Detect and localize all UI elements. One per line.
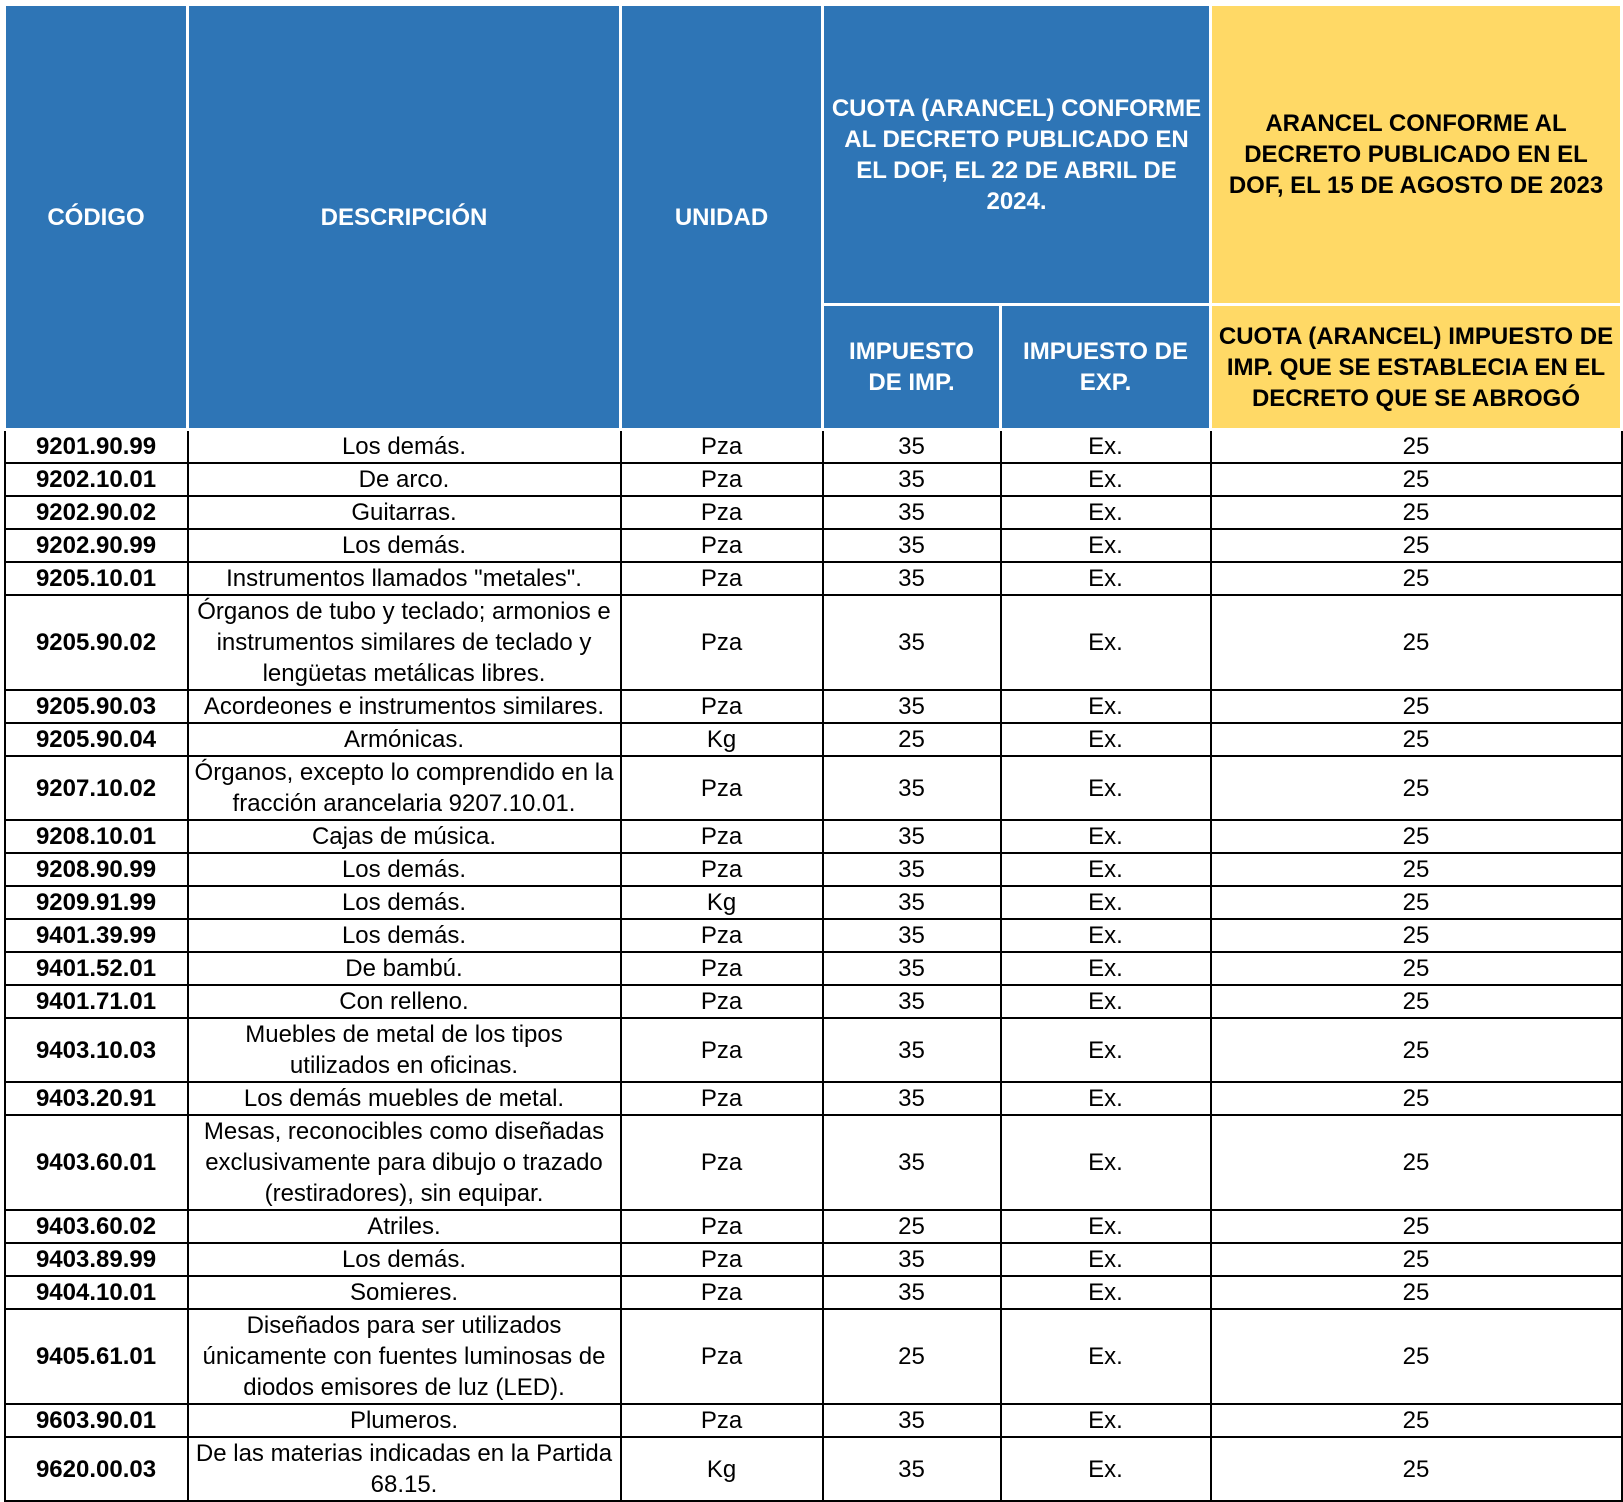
cell-impuesto-imp: 25: [823, 1210, 1001, 1243]
cell-impuesto-exp: Ex.: [1001, 756, 1211, 820]
header-cuota-2024: CUOTA (ARANCEL) CONFORME AL DECRETO PUBLICADO EN EL DOF, EL 22 DE ABRIL DE 2024.: [823, 5, 1211, 305]
cell-impuesto-imp: 35: [823, 985, 1001, 1018]
cell-descripcion: Los demás.: [188, 1243, 621, 1276]
cell-unidad: Pza: [621, 919, 823, 952]
table-row: [5, 690, 1622, 723]
cell-unidad: Pza: [621, 1243, 823, 1276]
cell-descripcion: Plumeros.: [188, 1404, 621, 1437]
cell-cuota-anterior: 25: [1211, 496, 1622, 529]
cell-unidad: Kg: [621, 886, 823, 919]
cell-descripcion: Atriles.: [188, 1210, 621, 1243]
table-row: [5, 430, 1622, 464]
cell-descripcion: Acordeones e instrumentos similares.: [188, 690, 621, 723]
cell-impuesto-imp: 35: [823, 1115, 1001, 1210]
cell-cuota-anterior: 25: [1211, 919, 1622, 952]
cell-descripcion: Mesas, reconocibles como diseñadas exclusivamente para dibujo o trazado (restiradores), sin equipar.: [188, 1115, 621, 1210]
cell-impuesto-exp: Ex.: [1001, 562, 1211, 595]
cell-impuesto-exp: Ex.: [1001, 1210, 1211, 1243]
table-row: [5, 1082, 1622, 1115]
cell-unidad: Pza: [621, 1018, 823, 1082]
table-row: [5, 1309, 1622, 1404]
cell-unidad: Pza: [621, 853, 823, 886]
cell-impuesto-imp: 35: [823, 853, 1001, 886]
cell-descripcion: Los demás.: [188, 529, 621, 562]
cell-cuota-anterior: 25: [1211, 1276, 1622, 1309]
header-impuesto-imp: IMPUESTO DE IMP.: [823, 305, 1001, 430]
cell-unidad: Pza: [621, 985, 823, 1018]
cell-impuesto-exp: Ex.: [1001, 1309, 1211, 1404]
cell-impuesto-exp: Ex.: [1001, 1115, 1211, 1210]
header-cuota-abrogo: CUOTA (ARANCEL) IMPUESTO DE IMP. QUE SE ESTABLECIA EN EL DECRETO QUE SE ABROGÓ: [1211, 305, 1622, 430]
cell-descripcion: Instrumentos llamados "metales".: [188, 562, 621, 595]
cell-impuesto-exp: Ex.: [1001, 886, 1211, 919]
cell-codigo: 9202.90.02: [5, 496, 188, 529]
cell-codigo: 9401.71.01: [5, 985, 188, 1018]
cell-descripcion: Los demás.: [188, 886, 621, 919]
header-descripcion: DESCRIPCIÓN: [188, 5, 621, 430]
table-row: [5, 529, 1622, 562]
cell-impuesto-exp: Ex.: [1001, 919, 1211, 952]
cell-codigo: 9205.90.04: [5, 723, 188, 756]
cell-impuesto-imp: 35: [823, 1082, 1001, 1115]
cell-codigo: 9401.52.01: [5, 952, 188, 985]
cell-impuesto-imp: 35: [823, 1437, 1001, 1501]
cell-cuota-anterior: 25: [1211, 1082, 1622, 1115]
cell-descripcion: Órganos, excepto lo comprendido en la fracción arancelaria 9207.10.01.: [188, 756, 621, 820]
cell-impuesto-imp: 35: [823, 463, 1001, 496]
table-row: [5, 952, 1622, 985]
cell-impuesto-imp: 35: [823, 430, 1001, 464]
table-row: [5, 1018, 1622, 1082]
cell-cuota-anterior: 25: [1211, 595, 1622, 690]
cell-cuota-anterior: 25: [1211, 820, 1622, 853]
cell-unidad: Pza: [621, 1404, 823, 1437]
cell-unidad: Pza: [621, 952, 823, 985]
cell-descripcion: De arco.: [188, 463, 621, 496]
cell-codigo: 9201.90.99: [5, 430, 188, 464]
header-arancel-2023: ARANCEL CONFORME AL DECRETO PUBLICADO EN EL DOF, EL 15 DE AGOSTO DE 2023: [1211, 5, 1622, 305]
table-row: [5, 1404, 1622, 1437]
header-unidad: UNIDAD: [621, 5, 823, 430]
cell-cuota-anterior: 25: [1211, 1018, 1622, 1082]
cell-cuota-anterior: 25: [1211, 985, 1622, 1018]
table-row: [5, 496, 1622, 529]
cell-codigo: 9403.10.03: [5, 1018, 188, 1082]
cell-unidad: Kg: [621, 723, 823, 756]
cell-cuota-anterior: 25: [1211, 463, 1622, 496]
cell-unidad: Pza: [621, 1082, 823, 1115]
cell-descripcion: De las materias indicadas en la Partida 68.15.: [188, 1437, 621, 1501]
cell-impuesto-exp: Ex.: [1001, 853, 1211, 886]
cell-descripcion: Los demás.: [188, 430, 621, 464]
cell-descripcion: Los demás.: [188, 919, 621, 952]
cell-descripcion: Guitarras.: [188, 496, 621, 529]
cell-impuesto-imp: 25: [823, 1309, 1001, 1404]
table-header: [5, 5, 1622, 430]
header-codigo: CÓDIGO: [5, 5, 188, 430]
table-row: [5, 1276, 1622, 1309]
cell-unidad: Pza: [621, 496, 823, 529]
cell-impuesto-exp: Ex.: [1001, 723, 1211, 756]
table-row: [5, 820, 1622, 853]
cell-impuesto-imp: 35: [823, 1276, 1001, 1309]
cell-impuesto-imp: 35: [823, 919, 1001, 952]
cell-cuota-anterior: 25: [1211, 1243, 1622, 1276]
cell-cuota-anterior: 25: [1211, 430, 1622, 464]
cell-codigo: 9208.90.99: [5, 853, 188, 886]
cell-descripcion: Cajas de música.: [188, 820, 621, 853]
cell-impuesto-imp: 25: [823, 723, 1001, 756]
cell-impuesto-exp: Ex.: [1001, 1276, 1211, 1309]
cell-unidad: Pza: [621, 562, 823, 595]
cell-impuesto-exp: Ex.: [1001, 952, 1211, 985]
table-row: [5, 723, 1622, 756]
cell-impuesto-exp: Ex.: [1001, 430, 1211, 464]
cell-codigo: 9207.10.02: [5, 756, 188, 820]
cell-descripcion: Órganos de tubo y teclado; armonios e instrumentos similares de teclado y lengüetas metálicas libres.: [188, 595, 621, 690]
cell-cuota-anterior: 25: [1211, 1210, 1622, 1243]
cell-impuesto-exp: Ex.: [1001, 985, 1211, 1018]
cell-impuesto-exp: Ex.: [1001, 1437, 1211, 1501]
table-body: [5, 430, 1622, 1502]
cell-unidad: Pza: [621, 1276, 823, 1309]
cell-impuesto-imp: 35: [823, 1243, 1001, 1276]
cell-cuota-anterior: 25: [1211, 529, 1622, 562]
cell-codigo: 9205.90.02: [5, 595, 188, 690]
cell-cuota-anterior: 25: [1211, 853, 1622, 886]
cell-codigo: 9202.90.99: [5, 529, 188, 562]
cell-impuesto-exp: Ex.: [1001, 690, 1211, 723]
cell-cuota-anterior: 25: [1211, 756, 1622, 820]
cell-descripcion: Los demás muebles de metal.: [188, 1082, 621, 1115]
cell-codigo: 9205.10.01: [5, 562, 188, 595]
table-row: [5, 1115, 1622, 1210]
cell-cuota-anterior: 25: [1211, 886, 1622, 919]
cell-unidad: Pza: [621, 1115, 823, 1210]
cell-impuesto-imp: 35: [823, 496, 1001, 529]
cell-unidad: Pza: [621, 756, 823, 820]
cell-descripcion: Armónicas.: [188, 723, 621, 756]
cell-unidad: Pza: [621, 820, 823, 853]
cell-codigo: 9403.60.01: [5, 1115, 188, 1210]
cell-codigo: 9209.91.99: [5, 886, 188, 919]
cell-impuesto-exp: Ex.: [1001, 529, 1211, 562]
cell-codigo: 9404.10.01: [5, 1276, 188, 1309]
cell-codigo: 9202.10.01: [5, 463, 188, 496]
cell-impuesto-imp: 35: [823, 820, 1001, 853]
cell-descripcion: Somieres.: [188, 1276, 621, 1309]
cell-impuesto-imp: 35: [823, 886, 1001, 919]
table-row: [5, 463, 1622, 496]
cell-unidad: Pza: [621, 690, 823, 723]
table-row: [5, 1210, 1622, 1243]
table-row: [5, 1243, 1622, 1276]
cell-cuota-anterior: 25: [1211, 690, 1622, 723]
cell-codigo: 9603.90.01: [5, 1404, 188, 1437]
tariff-table: [3, 3, 1623, 1502]
cell-codigo: 9405.61.01: [5, 1309, 188, 1404]
cell-codigo: 9403.60.02: [5, 1210, 188, 1243]
cell-unidad: Pza: [621, 463, 823, 496]
cell-cuota-anterior: 25: [1211, 1115, 1622, 1210]
cell-codigo: 9403.89.99: [5, 1243, 188, 1276]
cell-unidad: Kg: [621, 1437, 823, 1501]
cell-codigo: 9205.90.03: [5, 690, 188, 723]
table-row: [5, 919, 1622, 952]
cell-cuota-anterior: 25: [1211, 1404, 1622, 1437]
cell-impuesto-imp: 35: [823, 952, 1001, 985]
table-row: [5, 886, 1622, 919]
cell-unidad: Pza: [621, 1210, 823, 1243]
header-impuesto-exp: IMPUESTO DE EXP.: [1001, 305, 1211, 430]
cell-impuesto-imp: 35: [823, 1018, 1001, 1082]
cell-impuesto-exp: Ex.: [1001, 595, 1211, 690]
table-row: [5, 562, 1622, 595]
cell-impuesto-exp: Ex.: [1001, 496, 1211, 529]
cell-impuesto-imp: 35: [823, 529, 1001, 562]
cell-impuesto-exp: Ex.: [1001, 1018, 1211, 1082]
table-row: [5, 985, 1622, 1018]
cell-codigo: 9620.00.03: [5, 1437, 188, 1501]
cell-impuesto-exp: Ex.: [1001, 1404, 1211, 1437]
table-row: [5, 756, 1622, 820]
cell-descripcion: Muebles de metal de los tipos utilizados en oficinas.: [188, 1018, 621, 1082]
cell-codigo: 9208.10.01: [5, 820, 188, 853]
cell-descripcion: Diseñados para ser utilizados únicamente con fuentes luminosas de diodos emisores de luz (LED).: [188, 1309, 621, 1404]
cell-cuota-anterior: 25: [1211, 1309, 1622, 1404]
cell-cuota-anterior: 25: [1211, 952, 1622, 985]
cell-codigo: 9403.20.91: [5, 1082, 188, 1115]
cell-descripcion: Los demás.: [188, 853, 621, 886]
cell-unidad: Pza: [621, 430, 823, 464]
cell-cuota-anterior: 25: [1211, 723, 1622, 756]
table-row: [5, 1437, 1622, 1501]
cell-impuesto-exp: Ex.: [1001, 1082, 1211, 1115]
cell-cuota-anterior: 25: [1211, 1437, 1622, 1501]
cell-unidad: Pza: [621, 529, 823, 562]
cell-impuesto-exp: Ex.: [1001, 463, 1211, 496]
tariff-table-container: [3, 3, 1623, 1502]
cell-impuesto-imp: 35: [823, 1404, 1001, 1437]
cell-cuota-anterior: 25: [1211, 562, 1622, 595]
cell-descripcion: Con relleno.: [188, 985, 621, 1018]
cell-impuesto-exp: Ex.: [1001, 1243, 1211, 1276]
cell-impuesto-exp: Ex.: [1001, 820, 1211, 853]
cell-unidad: Pza: [621, 595, 823, 690]
cell-impuesto-imp: 35: [823, 756, 1001, 820]
cell-impuesto-imp: 35: [823, 562, 1001, 595]
cell-impuesto-imp: 35: [823, 690, 1001, 723]
cell-codigo: 9401.39.99: [5, 919, 188, 952]
cell-impuesto-imp: 35: [823, 595, 1001, 690]
cell-unidad: Pza: [621, 1309, 823, 1404]
cell-descripcion: De bambú.: [188, 952, 621, 985]
table-row: [5, 853, 1622, 886]
table-row: [5, 595, 1622, 690]
